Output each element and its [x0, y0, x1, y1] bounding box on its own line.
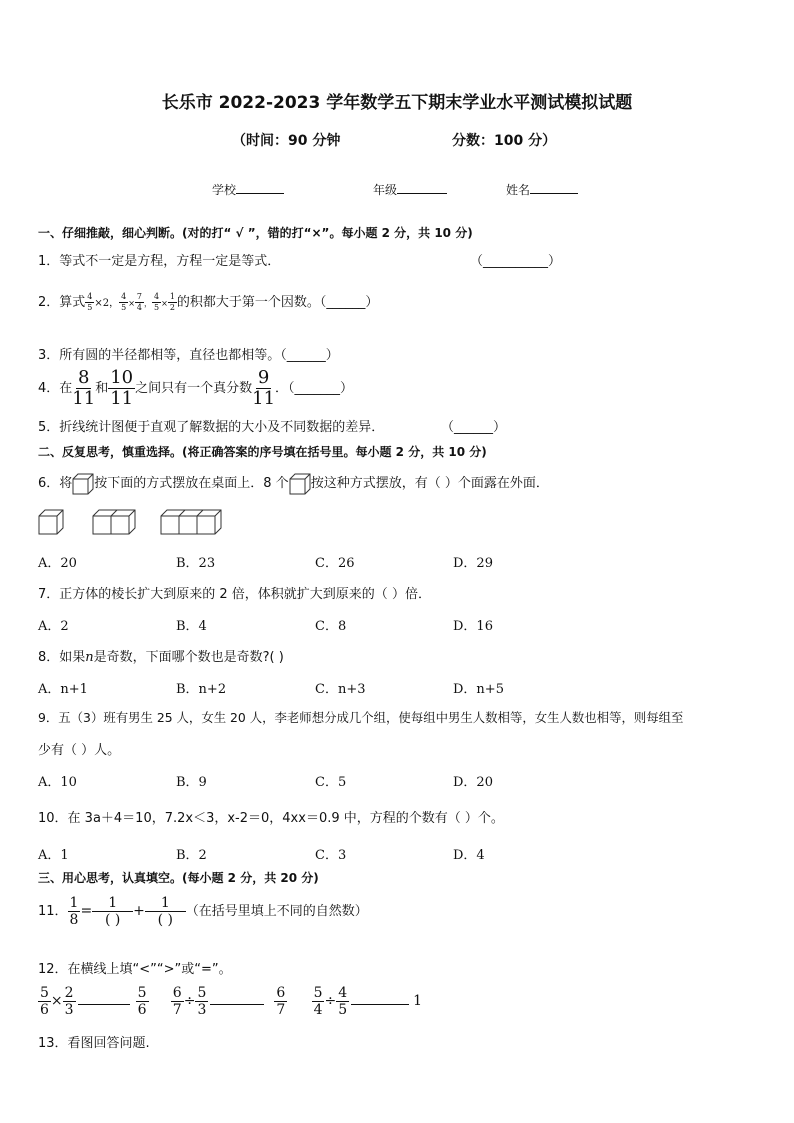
q10-option-d[interactable]: D．4 — [453, 848, 485, 863]
q11-fraction-1: $\frac{1}{8}$ — [69, 895, 79, 928]
q4-fraction-c: $\frac{9}{11}$ — [252, 367, 276, 409]
cube-icon — [72, 473, 94, 495]
q12-e3-a: $\frac{5}{4}$ — [313, 985, 323, 1018]
q6-prefix: 6．将 — [38, 476, 73, 491]
q4-fraction-b: $\frac{10}{11}$ — [110, 367, 134, 409]
q12-e1-b: $\frac{2}{3}$ — [64, 985, 74, 1018]
q4-suffix: ．（_______） — [275, 381, 354, 396]
q6-option-c[interactable]: C．26 — [315, 556, 355, 571]
exam-time: （时间：90 分钟 — [232, 133, 341, 149]
question-9-line-1: 9．五（3）班有男生 25 人，女生 20 人，李老师想分成几个组，使每组中男生人数相等，女生人数也相等，则每组至 — [38, 710, 684, 725]
q2-fraction-1: $\frac{4}{5}$ — [87, 292, 93, 312]
page-title: 长乐市 2022-2023 学年数学五下期末学业水平测试模拟试题 — [161, 93, 633, 113]
question-10: 10．在 3a＋4＝10，7.2x＜3，x-2＝0，4xx＝0.9 中，方程的个数有（ ）个。 — [38, 811, 504, 826]
q12-e2-r: $\frac{6}{7}$ — [276, 985, 286, 1018]
one-cube-stack — [39, 510, 63, 534]
q9-option-c[interactable]: C．5 — [315, 775, 347, 790]
q6-mid: 按下面的方式摆放在桌面上．8 个 — [94, 476, 289, 491]
q2-fraction-3: $\frac{7}{4}$ — [136, 292, 143, 312]
q7-option-b[interactable]: B．4 — [176, 619, 207, 634]
question-9-line-2: 少有（ ）人。 — [38, 743, 121, 758]
section-2-heading: 二、反复思考，慎重选择。(将正确答案的序号填在括号里。每小题 2 分，共 10 分) — [38, 445, 487, 459]
school-field — [212, 181, 284, 198]
q8-variable: n — [85, 650, 94, 665]
q4-fraction-a: $\frac{8}{11}$ — [72, 367, 96, 409]
q6-option-d[interactable]: D．29 — [453, 556, 493, 571]
q12-e1-r: $\frac{5}{6}$ — [137, 985, 147, 1018]
three-cube-stack — [161, 510, 221, 534]
q12-e1-blank[interactable] — [78, 993, 130, 1005]
q11-suffix: （在括号里填上不同的自然数） — [185, 904, 368, 919]
q8-suffix: 是奇数，下面哪个数也是奇数?( ) — [93, 650, 284, 665]
q12-e2-a: $\frac{6}{7}$ — [172, 985, 182, 1018]
question-5-blank: （______） — [441, 420, 507, 435]
q4-and: 和 — [95, 381, 109, 396]
q7-option-d[interactable]: D．16 — [453, 619, 493, 634]
question-12: 12．在横线上填“<”“>”或“=”。 — [38, 962, 232, 977]
cube-icon — [289, 473, 311, 495]
q12-e2-blank[interactable] — [210, 993, 264, 1005]
q4-middle: 之间只有一个真分数 — [135, 381, 253, 396]
q8-option-a[interactable]: A．n+1 — [38, 682, 88, 697]
q8-option-c[interactable]: C．n+3 — [315, 682, 366, 697]
q11-fraction-2: $\frac{1}{( )}$ — [92, 896, 133, 927]
question-6 — [38, 472, 549, 495]
exam-score: 分数：100 分） — [452, 133, 557, 149]
q8-prefix: 8．如果 — [38, 650, 86, 665]
q10-option-c[interactable]: C．3 — [315, 848, 347, 863]
q6-option-b[interactable]: B．23 — [176, 556, 216, 571]
question-11: 11． $\frac{1}{8}$ = $\frac{1}{( )}$ + $\frac{1}{( )}$ （在括号里填上不同的自然数） — [38, 895, 368, 928]
name-label: 姓名 — [506, 183, 531, 197]
question-13: 13．看图回答问题. — [38, 1036, 150, 1051]
q12-e2-b: $\frac{5}{3}$ — [197, 985, 207, 1018]
q2-fraction-2: $\frac{4}{5}$ — [121, 292, 127, 312]
q6-suffix: 按这种方式摆放，有（ ）个面露在外面． — [310, 476, 549, 491]
name-field — [506, 181, 578, 198]
question-5: 5．折线统计图便于直观了解数据的大小及不同数据的差异． — [38, 420, 385, 435]
q7-option-a[interactable]: A．2 — [38, 619, 69, 634]
q12-e1-a: $\frac{5}{6}$ — [40, 985, 49, 1018]
question-3: 3．所有圆的半径都相等，直径也都相等。（______） — [38, 348, 339, 363]
q12-e3-blank[interactable] — [351, 993, 409, 1005]
question-1: 1．等式不一定是方程，方程一定是等式． — [38, 254, 281, 269]
q9-option-a[interactable]: A．10 — [38, 775, 77, 790]
q2-mid: ×2， — [94, 298, 120, 309]
question-2: 2．算式 $\frac{4}{5}$ ×2， $\frac{4}{5}$ × $\frac{7}{4}$ ， $\frac{4}{5}$ × $\frac{1}{2}$ 的积都大于第一个因数。（______） — [38, 292, 379, 312]
q8-option-d[interactable]: D．n+5 — [453, 682, 504, 697]
q7-option-c[interactable]: C．8 — [315, 619, 347, 634]
q2-suffix: 的积都大于第一个因数。（______） — [176, 295, 379, 310]
q11-prefix: 11． — [38, 904, 68, 919]
grade-label: 年级 — [373, 183, 398, 197]
question-1-blank: （__________） — [470, 254, 562, 269]
question-8 — [38, 646, 284, 665]
grade-field — [373, 181, 447, 198]
q9-option-b[interactable]: B．9 — [176, 775, 207, 790]
question-7: 7．正方体的棱长扩大到原来的 2 倍，体积就扩大到原来的（ ）倍． — [38, 587, 431, 602]
q2-prefix: 2．算式 — [38, 295, 86, 310]
q12-e3-b: $\frac{4}{5}$ — [338, 985, 348, 1018]
q4-prefix: 4．在 — [38, 381, 73, 396]
two-cube-stack — [93, 510, 135, 534]
q2-fraction-4: $\frac{4}{5}$ — [154, 292, 160, 312]
q6-option-a[interactable]: A．20 — [38, 556, 77, 571]
question-4 — [38, 369, 353, 408]
q10-option-b[interactable]: B．2 — [176, 848, 207, 863]
section-1-heading: 一、仔细推敲，细心判断。(对的打“ √ ”，错的打“×”。每小题 2 分，共 10 分) — [38, 226, 473, 240]
q11-fraction-3: $\frac{1}{( )}$ — [145, 896, 186, 927]
q8-option-b[interactable]: B．n+2 — [176, 682, 227, 697]
q2-fraction-5: $\frac{1}{2}$ — [169, 292, 175, 312]
cube-arrangement-figure — [38, 509, 228, 535]
q12-e3-r: 1 — [413, 993, 423, 1009]
q10-option-a[interactable]: A．1 — [38, 848, 69, 863]
school-label: 学校 — [212, 183, 237, 197]
question-12-expressions: $\frac{5}{6}$ × $\frac{2}{3}$ $\frac{5}{6}$ $\frac{6}{7}$ ÷ $\frac{5}{3}$ $\frac{6}{7}$ $\frac{5}{4}$ ÷ $\frac{4}{5}$ 1 — [40, 985, 423, 1018]
section-3-heading: 三、用心思考，认真填空。(每小题 2 分，共 20 分) — [38, 871, 319, 885]
q9-option-d[interactable]: D．20 — [453, 775, 493, 790]
